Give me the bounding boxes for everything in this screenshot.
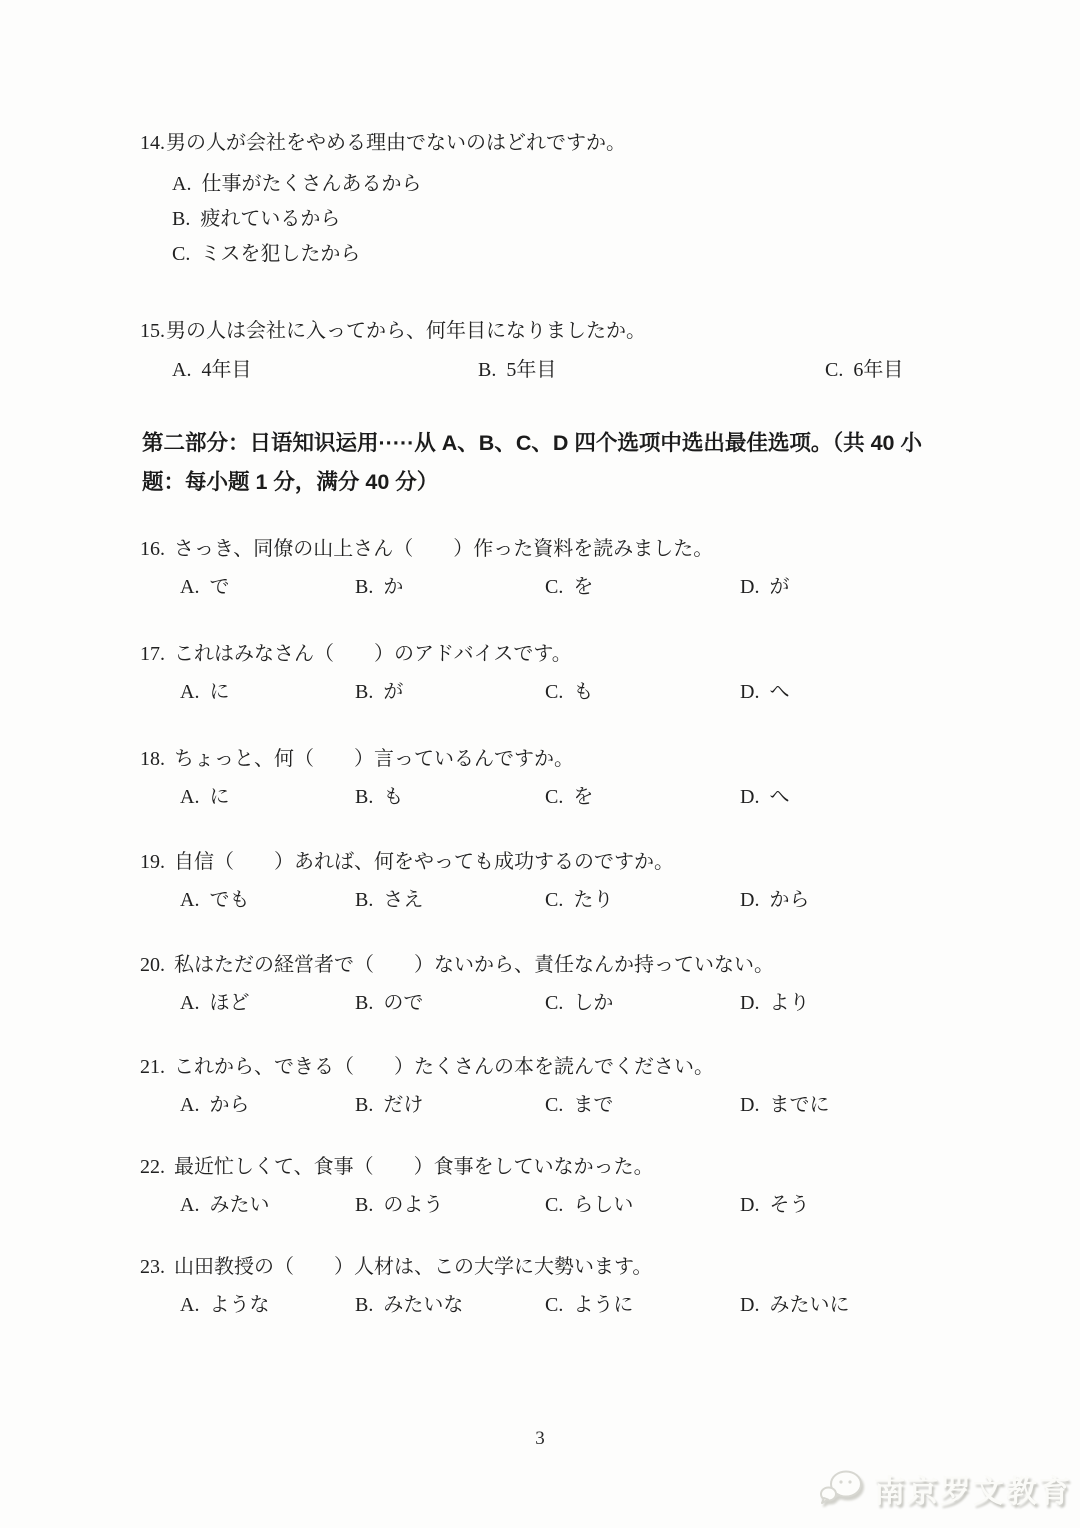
option-label: D. [740,576,760,598]
option-text: か [383,576,404,598]
option-c [545,785,593,810]
question-line [140,641,970,667]
question-22 [140,1154,970,1219]
question-21 [140,1054,970,1119]
question-text: これはみなさん（ ）のアドバイスです。 [174,643,572,665]
question-18 [140,746,970,811]
option-label: A. [180,576,200,598]
question-17 [140,641,970,706]
question-number: 20. [140,954,165,976]
question-16 [140,536,970,601]
option-text: 仕事がたくさんあるから [201,173,422,195]
option-label: B. [355,576,374,598]
option-text: が [769,576,790,598]
option-text: そう [769,1194,810,1216]
option-label: A. [180,1094,200,1116]
question-text: 男の人は会社に入ってから、何年目になりましたか。 [166,320,646,342]
option-b [355,680,403,705]
option-label: C. [172,243,191,265]
question-text: ちょっと、何（ ）言っているんですか。 [174,748,574,770]
option-label: A. [180,786,200,808]
question-text: 男の人が会社をやめる理由でないのはどれですか。 [166,132,626,154]
page-number: 3 [535,1428,545,1449]
option-label: A. [180,889,200,911]
option-b [355,888,423,913]
option-text: 4年目 [201,359,252,381]
option-text: へ [769,786,790,808]
option-label: C. [545,786,564,808]
question-line [140,952,970,978]
question-text: 私はただの経営者で（ ）ないから、責任なんか持っていない。 [174,954,774,976]
option-label: B. [172,208,191,230]
question-text: これから、できる（ ）たくさんの本を読んでください。 [174,1056,714,1078]
option-label: B. [355,1194,374,1216]
option-d [740,991,809,1016]
option-label: B. [355,1094,374,1116]
option-text: みたいな [383,1294,464,1316]
option-label: A. [180,1294,200,1316]
option-text: たり [573,889,614,911]
question-14 [140,130,970,267]
option-text: ほど [209,992,250,1014]
option-text: ような [209,1294,270,1316]
option-c [545,1193,633,1218]
option-c [545,680,593,705]
option-label: D. [740,1094,760,1116]
options-row [140,991,970,1017]
question-number: 19. [140,851,165,873]
option-text: を [573,576,594,598]
option-text: までに [769,1094,830,1116]
option-b [355,991,423,1016]
option-text: ので [383,992,424,1014]
question-number: 15. [140,320,165,342]
option-text: さえ [383,889,424,911]
option-text: も [383,786,404,808]
question-number: 17. [140,643,165,665]
option-label: B. [478,359,497,381]
options-row [140,680,970,706]
question-line [140,130,970,156]
question-number: 22. [140,1156,165,1178]
option-label: D. [740,786,760,808]
option-b [355,575,403,600]
options-row [140,1293,970,1319]
option-label: D. [740,1194,760,1216]
question-line [140,1254,970,1280]
option-a [180,785,229,810]
option-d [740,785,789,810]
option-d [740,680,789,705]
option-label: B. [355,889,374,911]
option-label: A. [180,1194,200,1216]
option-text: より [769,992,810,1014]
option-text: だけ [383,1094,424,1116]
wechat-bubbles-icon [819,1468,865,1510]
option-text: みたい [209,1194,270,1216]
option-text: まで [573,1094,614,1116]
option-a [172,172,970,197]
option-label: C. [545,681,564,703]
question-20 [140,952,970,1017]
options-row [140,1093,970,1119]
option-text: から [769,889,810,911]
option-text: に [209,786,230,808]
option-c [825,358,903,383]
question-15 [140,318,970,384]
option-label: C. [545,576,564,598]
option-text: 6年目 [853,359,904,381]
option-b [355,1193,443,1218]
option-c [545,575,593,600]
option-label: D. [740,992,760,1014]
question-text: さっき、同僚の山上さん（ ）作った資料を読みました。 [174,538,714,560]
option-c [545,1093,613,1118]
question-line [140,318,970,344]
option-c [545,991,613,1016]
option-label: A. [180,681,200,703]
option-label: B. [355,1294,374,1316]
option-text: から [209,1094,250,1116]
option-a [180,575,229,600]
question-line [140,1154,970,1180]
option-d [740,888,809,913]
options-row [140,358,970,384]
options-row [140,575,970,601]
option-d [740,1293,849,1318]
option-text: のよう [383,1194,444,1216]
option-text: を [573,786,594,808]
option-text: で [209,576,230,598]
option-label: C. [825,359,844,381]
question-23 [140,1254,970,1319]
option-text: でも [209,889,250,911]
option-label: C. [545,1194,564,1216]
question-number: 14. [140,132,165,154]
option-label: C. [545,889,564,911]
watermark-text: 南京罗文教育 [874,1474,1072,1509]
question-text: 自信（ ）あれば、何をやっても成功するのですか。 [174,851,674,873]
option-text: へ [769,681,790,703]
question-line [140,849,970,875]
option-text: 疲れているから [200,208,341,230]
option-a [180,1093,249,1118]
question-line [140,1054,970,1080]
option-b [355,1293,463,1318]
option-label: D. [740,889,760,911]
question-19 [140,849,970,914]
question-line [140,536,970,562]
option-label: C. [545,992,564,1014]
option-d [740,1193,809,1218]
option-d [740,575,789,600]
option-b [355,1093,423,1118]
option-a [180,991,249,1016]
option-text: しか [573,992,614,1014]
options-row [140,888,970,914]
option-a [180,1293,269,1318]
options-list [140,172,970,267]
option-label: C. [545,1294,564,1316]
option-text: も [573,681,594,703]
option-b [172,207,970,232]
question-line [140,746,970,772]
option-label: C. [545,1094,564,1116]
option-label: A. [180,992,200,1014]
question-number: 16. [140,538,165,560]
option-label: A. [172,173,192,195]
option-a [180,888,249,913]
option-label: B. [355,786,374,808]
option-text: が [383,681,404,703]
question-number: 21. [140,1056,165,1078]
option-c [545,1293,633,1318]
option-a [180,680,229,705]
question-number: 18. [140,748,165,770]
option-text: に [209,681,230,703]
option-c [172,242,970,267]
section-2-header: 第二部分：日语知识运用·····从 A、B、C、D 四个选项中选出最佳选项。（共 40 小题：每小题 1 分，满分 40 分） [142,431,922,494]
option-a [172,358,251,383]
option-text: みたいに [769,1294,850,1316]
option-text: ミスを犯したから [200,243,361,265]
question-number: 23. [140,1256,165,1278]
option-label: B. [355,681,374,703]
option-c [545,888,613,913]
option-text: らしい [573,1194,634,1216]
option-b [478,358,556,383]
option-b [355,785,403,810]
option-text: 5年目 [506,359,557,381]
question-text: 最近忙しくて、食事（ ）食事をしていなかった。 [174,1156,654,1178]
option-label: A. [172,359,192,381]
option-text: ように [573,1294,634,1316]
option-a [180,1193,269,1218]
watermark [819,1466,1072,1511]
options-row [140,1193,970,1219]
option-label: D. [740,1294,760,1316]
option-label: B. [355,992,374,1014]
option-label: D. [740,681,760,703]
question-text: 山田教授の（ ）人材は、この大学に大勢います。 [174,1256,653,1278]
options-row [140,785,970,811]
option-d [740,1093,829,1118]
